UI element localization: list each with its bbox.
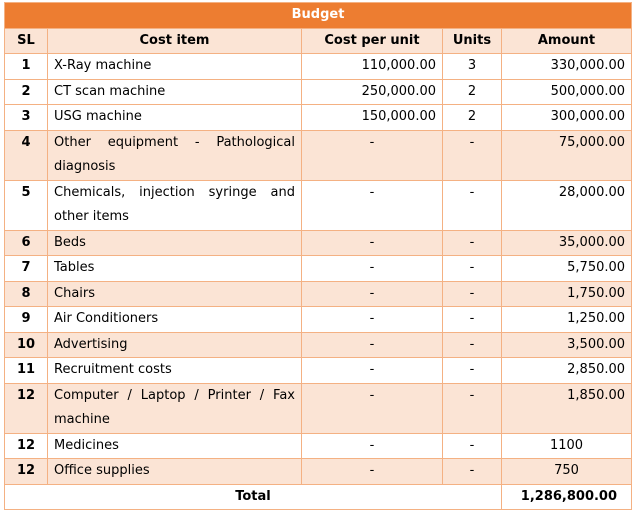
row-units: 2 — [443, 105, 502, 131]
header-cost-item: Cost item — [48, 28, 302, 54]
row-cost-item: Chairs — [48, 281, 302, 307]
row-units: - — [443, 230, 502, 256]
header-cost-per-unit: Cost per unit — [302, 28, 443, 54]
row-cost-item: Medicines — [48, 433, 302, 459]
table-title: Budget — [5, 3, 632, 29]
row-sl: 12 — [5, 383, 48, 433]
row-cost-item: Office supplies — [48, 459, 302, 485]
table-row — [5, 54, 632, 80]
row-cost-item: CT scan machine — [48, 79, 302, 105]
row-cost-item: Chemicals, injection syringe and other items — [48, 180, 302, 230]
row-amount: 1,750.00 — [502, 281, 632, 307]
row-cost-per-unit: - — [302, 230, 443, 256]
table-row — [5, 230, 632, 256]
row-sl: 4 — [5, 130, 48, 180]
table-row — [5, 256, 632, 282]
header-row — [5, 28, 632, 54]
row-cost-per-unit: 110,000.00 — [302, 54, 443, 80]
row-amount: 1100 — [502, 433, 632, 459]
table-row — [5, 79, 632, 105]
row-cost-per-unit: - — [302, 256, 443, 282]
row-cost-per-unit: - — [302, 433, 443, 459]
row-units: - — [443, 281, 502, 307]
header-units: Units — [443, 28, 502, 54]
row-units: - — [443, 433, 502, 459]
row-units: 2 — [443, 79, 502, 105]
row-sl: 1 — [5, 54, 48, 80]
row-units: 3 — [443, 54, 502, 80]
table-row — [5, 358, 632, 384]
row-sl: 9 — [5, 307, 48, 333]
total-row — [5, 484, 632, 510]
row-cost-per-unit: - — [302, 332, 443, 358]
table-row — [5, 459, 632, 485]
row-units: - — [443, 358, 502, 384]
row-cost-item: Advertising — [48, 332, 302, 358]
row-amount: 300,000.00 — [502, 105, 632, 131]
row-sl: 8 — [5, 281, 48, 307]
row-sl: 11 — [5, 358, 48, 384]
budget-table — [4, 2, 632, 510]
row-cost-item: USG machine — [48, 105, 302, 131]
row-cost-item: Beds — [48, 230, 302, 256]
row-sl: 7 — [5, 256, 48, 282]
row-units: - — [443, 180, 502, 230]
header-sl: SL — [5, 28, 48, 54]
row-cost-per-unit: - — [302, 383, 443, 433]
row-sl: 3 — [5, 105, 48, 131]
row-amount: 28,000.00 — [502, 180, 632, 230]
row-units: - — [443, 332, 502, 358]
table-row — [5, 433, 632, 459]
total-amount: 1,286,800.00 — [502, 484, 632, 510]
table-body — [5, 54, 632, 485]
table-row — [5, 130, 632, 180]
row-cost-per-unit: 150,000.00 — [302, 105, 443, 131]
row-cost-per-unit: - — [302, 307, 443, 333]
row-units: - — [443, 130, 502, 180]
row-sl: 5 — [5, 180, 48, 230]
title-row — [5, 3, 632, 29]
row-amount: 2,850.00 — [502, 358, 632, 384]
row-cost-per-unit: - — [302, 180, 443, 230]
row-cost-item: Recruitment costs — [48, 358, 302, 384]
row-cost-per-unit: 250,000.00 — [302, 79, 443, 105]
row-cost-per-unit: - — [302, 358, 443, 384]
row-cost-per-unit: - — [302, 130, 443, 180]
row-cost-item: Air Conditioners — [48, 307, 302, 333]
row-units: - — [443, 383, 502, 433]
table-row — [5, 105, 632, 131]
table-row — [5, 383, 632, 433]
row-sl: 12 — [5, 433, 48, 459]
table-row — [5, 332, 632, 358]
table-row — [5, 180, 632, 230]
table-row — [5, 281, 632, 307]
row-sl: 10 — [5, 332, 48, 358]
row-units: - — [443, 307, 502, 333]
total-label: Total — [5, 484, 502, 510]
row-units: - — [443, 459, 502, 485]
row-amount: 1,850.00 — [502, 383, 632, 433]
row-amount: 500,000.00 — [502, 79, 632, 105]
row-amount: 75,000.00 — [502, 130, 632, 180]
row-cost-item: X-Ray machine — [48, 54, 302, 80]
row-cost-per-unit: - — [302, 459, 443, 485]
row-sl: 2 — [5, 79, 48, 105]
row-units: - — [443, 256, 502, 282]
row-amount: 330,000.00 — [502, 54, 632, 80]
row-cost-per-unit: - — [302, 281, 443, 307]
row-amount: 1,250.00 — [502, 307, 632, 333]
row-amount: 35,000.00 — [502, 230, 632, 256]
row-cost-item: Computer / Laptop / Printer / Fax machine — [48, 383, 302, 433]
table-row — [5, 307, 632, 333]
row-amount: 3,500.00 — [502, 332, 632, 358]
header-amount: Amount — [502, 28, 632, 54]
row-sl: 12 — [5, 459, 48, 485]
row-amount: 5,750.00 — [502, 256, 632, 282]
row-cost-item: Other equipment - Pathological diagnosis — [48, 130, 302, 180]
row-sl: 6 — [5, 230, 48, 256]
row-amount: 750 — [502, 459, 632, 485]
row-cost-item: Tables — [48, 256, 302, 282]
